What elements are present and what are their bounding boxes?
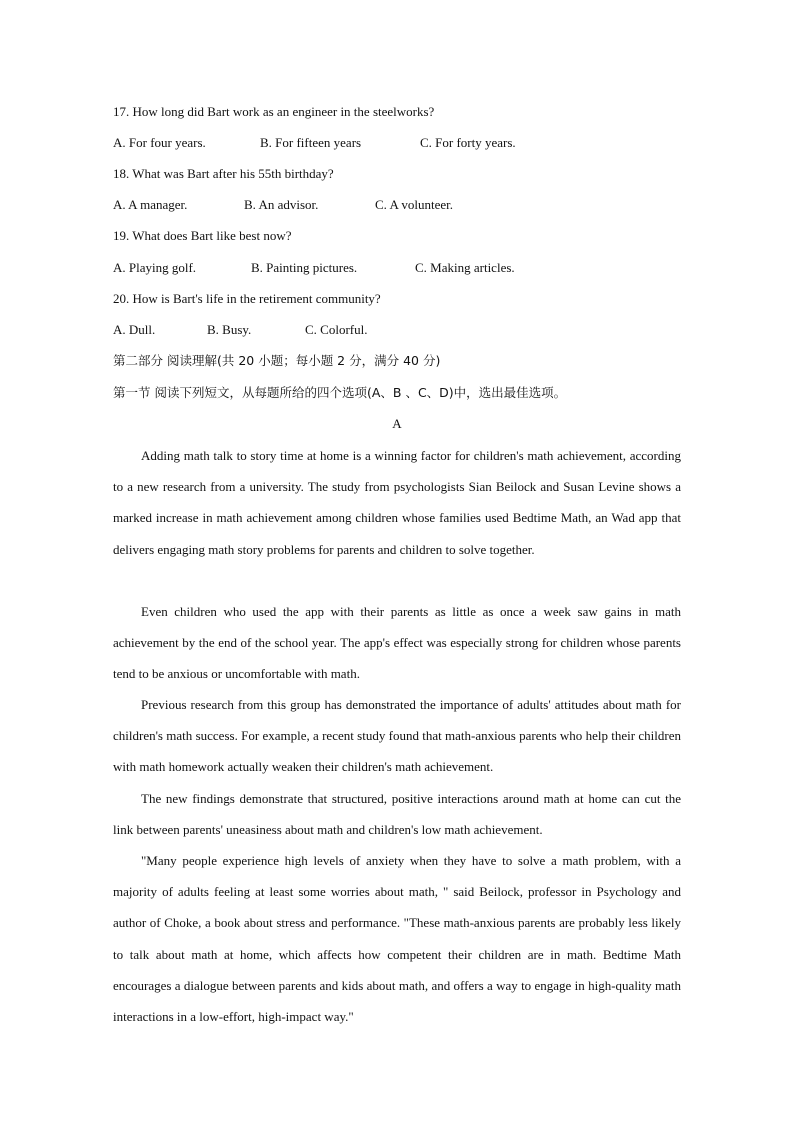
question-17-option-c: C. For forty years. (420, 135, 516, 150)
question-20-option-b: B. Busy. (207, 322, 252, 337)
question-20-stem: 20. How is Bart's life in the retirement community? (113, 291, 381, 306)
question-19-stem: 19. What does Bart like best now? (113, 228, 292, 243)
subsection-instructions: 第一节 阅读下列短文，从每题所给的四个选项(A、B 、C、D)中，选出最佳选项。 (113, 385, 567, 400)
passage-paragraph-5: "Many people experience high levels of anxiety when they have to solve a math problem, with a majority of adults feeling at least some worries about math, " said Beilock, professor in Psychology and author of Choke, a book about stress and performance. "These math-anxious parents are probably less likely to talk about math at home, which affects how competent their children are in math. Bedtime Math encourages a dialogue between parents and kids about math, and offers a way to engage in high-quality math interactions in a low-effort, high-impact way." (113, 853, 681, 1025)
passage-paragraph-3: Previous research from this group has demonstrated the importance of adults' attitudes about math for children's math success. For example, a recent study found that math-anxious parents who help their children with math homework actually weaken their children's math achievement. (113, 697, 681, 775)
passage-paragraph-2: Even children who used the app with their parents as little as once a week saw gains in math achievement by the end of the school year. The app's effect was especially strong for children whose parents tend to be anxious or uncomfortable with math. (113, 604, 681, 682)
question-18-stem: 18. What was Bart after his 55th birthday? (113, 166, 334, 181)
passage-label: A (392, 416, 402, 431)
question-17-option-a: A. For four years. (113, 135, 206, 150)
question-19-option-a: A. Playing golf. (113, 260, 197, 275)
part-title: 第二部分 阅读理解(共 20 小题；每小题 2 分，满分 40 分) (113, 353, 441, 368)
question-17-option-b: B. For fifteen years (260, 135, 362, 150)
question-20-option-a: A. Dull. (113, 322, 156, 337)
question-19-option-b: B. Painting pictures. (251, 260, 358, 275)
question-18-option-c: C. A volunteer. (375, 197, 453, 212)
question-18-option-a: A. A manager. (113, 197, 188, 212)
question-20-option-c: C. Colorful. (305, 322, 368, 337)
question-18-option-b: B. An advisor. (244, 197, 319, 212)
passage-paragraph-1: Adding math talk to story time at home is a winning factor for children's math achievement, according to a new research from a university. The study from psychologists Sian Beilock and Susan Levine shows a marked increase in math achievement among children whose families used Bedtime Math, an Wad app that delivers engaging math story problems for parents and children to solve together. (113, 448, 681, 557)
question-17-stem: 17. How long did Bart work as an engineer in the steelworks? (113, 104, 435, 119)
passage-paragraph-4: The new findings demonstrate that structured, positive interactions around math at home can cut the link between parents' uneasiness about math and children's low math achievement. (113, 791, 681, 838)
question-19-option-c: C. Making articles. (415, 260, 515, 275)
